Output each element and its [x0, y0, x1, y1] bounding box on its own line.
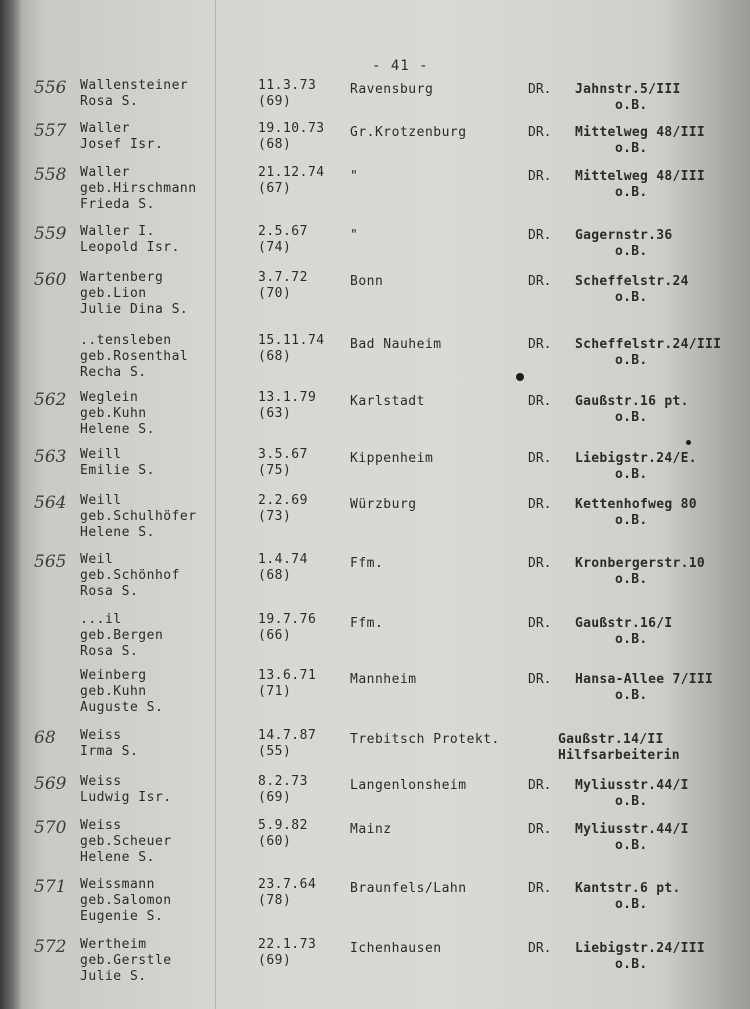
birth-place: ": [350, 169, 359, 184]
address-note: o.B.: [615, 141, 648, 156]
entry-number: 563: [34, 447, 67, 467]
birth-place: Würzburg: [350, 497, 417, 512]
address-note: o.B.: [615, 467, 648, 482]
birth-date: 14.7.87 (55): [258, 728, 317, 759]
person-name: Weiss geb.Scheuer Helene S.: [80, 818, 172, 865]
address-street: Gaußstr.16/I: [575, 616, 673, 631]
birth-date: 2.2.69 (73): [258, 493, 308, 524]
birth-date: 23.7.64 (78): [258, 877, 317, 908]
address-note: o.B.: [615, 98, 648, 113]
nationality: DR.: [528, 672, 552, 687]
person-name: Weiss Ludwig Isr.: [80, 774, 172, 805]
address: [575, 274, 689, 306]
person-name: ...il geb.Bergen Rosa S.: [80, 612, 164, 659]
list-item: [0, 877, 750, 933]
address-note: o.B.: [615, 513, 648, 528]
person-name: Weinberg geb.Kuhn Auguste S.: [80, 668, 164, 715]
person-name: Weill geb.Schulhöfer Helene S.: [80, 493, 197, 540]
address-street: Myliusstr.44/I: [575, 822, 689, 837]
ink-spot: [686, 440, 691, 445]
birth-date: 11.3.73 (69): [258, 78, 317, 109]
birth-date: 8.2.73 (69): [258, 774, 308, 805]
address: [575, 228, 673, 260]
birth-place: Mannheim: [350, 672, 417, 687]
address-street: Gaußstr.16 pt.: [575, 394, 689, 409]
birth-date: 13.1.79 (63): [258, 390, 317, 421]
birth-date: 3.7.72 (70): [258, 270, 308, 301]
birth-date: 19.10.73 (68): [258, 121, 325, 152]
birth-date: 21.12.74 (67): [258, 165, 325, 196]
nationality: DR.: [528, 228, 552, 243]
person-name: Weglein geb.Kuhn Helene S.: [80, 390, 155, 437]
person-name: ..tensleben geb.Rosenthal Recha S.: [80, 333, 189, 380]
entry-number: 559: [34, 224, 67, 244]
nationality: DR.: [528, 822, 552, 837]
address-street: Myliusstr.44/I: [575, 778, 689, 793]
address-note: o.B.: [615, 185, 648, 200]
nationality: DR.: [528, 82, 552, 97]
birth-place: Mainz: [350, 822, 392, 837]
address-street: Liebigstr.24/E.: [575, 451, 697, 466]
list-item: [0, 390, 750, 446]
nationality: DR.: [528, 169, 552, 184]
address-street: Kettenhofweg 80: [575, 497, 697, 512]
list-item: [0, 668, 750, 724]
address: [558, 732, 680, 764]
address: [575, 169, 705, 201]
entry-number: 572: [34, 937, 67, 957]
ink-spot: [516, 373, 524, 381]
person-name: Wertheim geb.Gerstle Julie S.: [80, 937, 172, 984]
address-note: o.B.: [615, 290, 648, 305]
address-street: Mittelweg 48/III: [575, 125, 706, 140]
list-item: [0, 270, 750, 326]
entry-number: 556: [34, 78, 67, 98]
birth-date: 15.11.74 (68): [258, 333, 325, 364]
person-name: Weil geb.Schönhof Rosa S.: [80, 552, 180, 599]
entry-number: 570: [34, 818, 67, 838]
address-street: Kantstr.6 pt.: [575, 881, 681, 896]
entry-number: 565: [34, 552, 67, 572]
address-note: o.B.: [615, 897, 648, 912]
birth-date: 3.5.67 (75): [258, 447, 308, 478]
entry-number: 560: [34, 270, 67, 290]
entry-number: 571: [34, 877, 67, 897]
birth-place: Kippenheim: [350, 451, 434, 466]
entry-number: 569: [34, 774, 67, 794]
birth-place: Gr.Krotzenburg: [350, 125, 467, 140]
address-note: o.B.: [615, 632, 648, 647]
person-name: Wallensteiner Rosa S.: [80, 78, 189, 109]
birth-place: Ichenhausen: [350, 941, 442, 956]
address-street: Scheffelstr.24: [575, 274, 689, 289]
birth-date: 2.5.67 (74): [258, 224, 308, 255]
nationality: DR.: [528, 274, 552, 289]
nationality: DR.: [528, 394, 552, 409]
address-note: Hilfsarbeiterin: [558, 748, 680, 763]
nationality: DR.: [528, 337, 552, 352]
address: [575, 778, 689, 810]
nationality: DR.: [528, 778, 552, 793]
address-street: Kronbergerstr.10: [575, 556, 706, 571]
address: [575, 82, 681, 114]
person-name: Weill Emilie S.: [80, 447, 155, 478]
nationality: DR.: [528, 881, 552, 896]
address-note: o.B.: [615, 572, 648, 587]
address: [575, 616, 673, 648]
address: [575, 822, 689, 854]
birth-place: Karlstadt: [350, 394, 425, 409]
address-note: o.B.: [615, 794, 648, 809]
nationality: DR.: [528, 451, 552, 466]
address-note: o.B.: [615, 957, 648, 972]
address-street: Hansa-Allee 7/III: [575, 672, 714, 687]
person-name: Waller geb.Hirschmann Frieda S.: [80, 165, 197, 212]
address-note: o.B.: [615, 353, 648, 368]
address: [575, 556, 705, 588]
nationality: DR.: [528, 497, 552, 512]
entry-number: 557: [34, 121, 67, 141]
address-note: o.B.: [615, 244, 648, 259]
birth-date: 13.6.71 (71): [258, 668, 317, 699]
address-note: o.B.: [615, 410, 648, 425]
list-item: [0, 165, 750, 221]
entry-number: 564: [34, 493, 67, 513]
address: [575, 125, 705, 157]
nationality: DR.: [528, 941, 552, 956]
birth-place: Trebitsch Protekt.: [350, 732, 500, 747]
address: [575, 941, 705, 973]
list-item: [0, 612, 750, 668]
birth-place: Ravensburg: [350, 82, 434, 97]
list-item: [0, 552, 750, 608]
birth-date: 5.9.82 (60): [258, 818, 308, 849]
nationality: DR.: [528, 616, 552, 631]
list-item: [0, 937, 750, 993]
nationality: DR.: [528, 125, 552, 140]
birth-place: Braunfels/Lahn: [350, 881, 467, 896]
entry-number: 562: [34, 390, 67, 410]
address-street: Jahnstr.5/III: [575, 82, 681, 97]
address: [575, 337, 721, 369]
address-street: Scheffelstr.24/III: [575, 337, 722, 352]
birth-place: Ffm.: [350, 616, 384, 631]
birth-place: Ffm.: [350, 556, 384, 571]
person-name: Wartenberg geb.Lion Julie Dina S.: [80, 270, 189, 317]
address: [575, 497, 697, 529]
birth-place: Langenlonsheim: [350, 778, 467, 793]
birth-date: 19.7.76 (66): [258, 612, 317, 643]
address: [575, 451, 697, 483]
page-number: - 41 -: [372, 58, 429, 74]
address: [575, 672, 713, 704]
address-note: o.B.: [615, 838, 648, 853]
entry-number: 68: [34, 728, 56, 748]
birth-date: 1.4.74 (68): [258, 552, 308, 583]
address-street: Mittelweg 48/III: [575, 169, 706, 184]
birth-date: 22.1.73 (69): [258, 937, 317, 968]
person-name: Waller Josef Isr.: [80, 121, 164, 152]
person-name: Weissmann geb.Salomon Eugenie S.: [80, 877, 172, 924]
list-item: [0, 818, 750, 874]
entry-number: 558: [34, 165, 67, 185]
birth-place: Bonn: [350, 274, 384, 289]
address: [575, 394, 689, 426]
address-street: Liebigstr.24/III: [575, 941, 706, 956]
birth-place: ": [350, 228, 359, 243]
birth-place: Bad Nauheim: [350, 337, 442, 352]
list-item: [0, 493, 750, 549]
person-name: Waller I. Leopold Isr.: [80, 224, 180, 255]
address-street: Gaußstr.14/II: [558, 732, 664, 747]
address-note: o.B.: [615, 688, 648, 703]
nationality: DR.: [528, 556, 552, 571]
list-item: [0, 333, 750, 389]
address: [575, 881, 681, 913]
person-name: Weiss Irma S.: [80, 728, 139, 759]
address-street: Gagernstr.36: [575, 228, 673, 243]
